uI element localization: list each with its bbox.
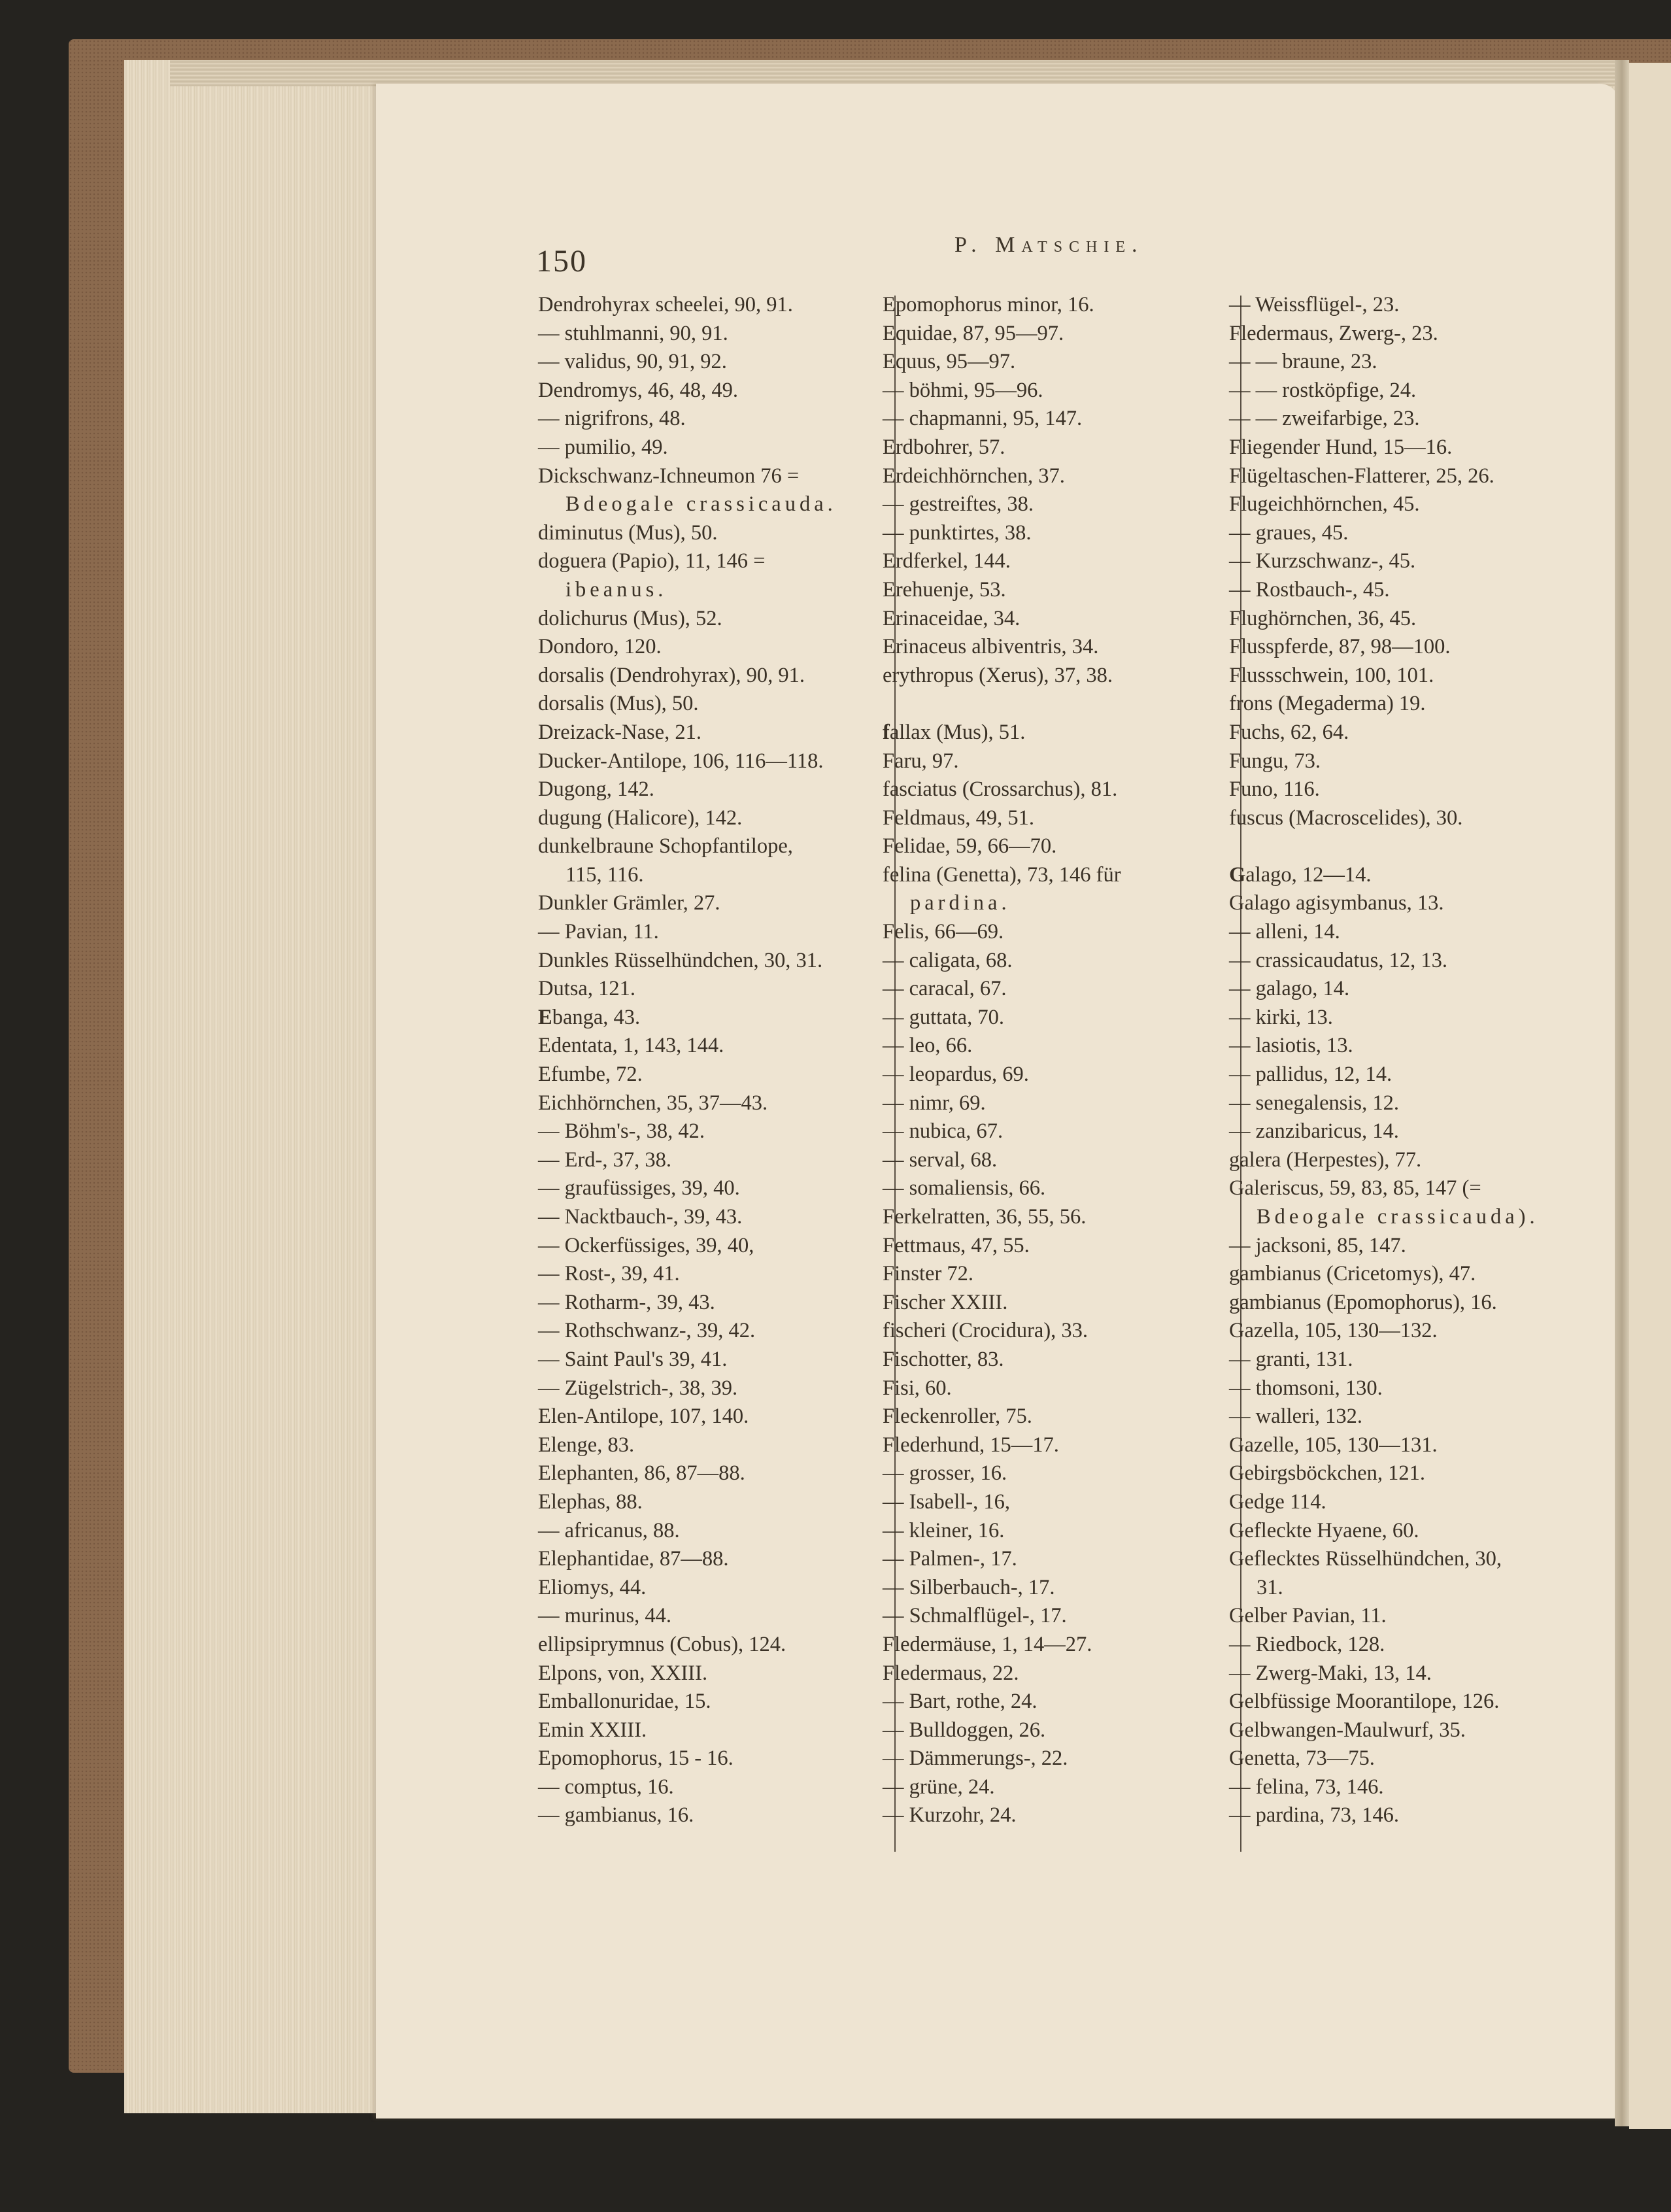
index-subentry: — africanus, 88. bbox=[538, 1518, 680, 1542]
index-subentry: — Schmalflügel-, 17. bbox=[883, 1604, 1067, 1628]
index-subentry: — Erd-, 37, 38. bbox=[538, 1148, 671, 1172]
index-entry: Galeriscus, 59, 83, 85, 147 (= bbox=[1229, 1176, 1481, 1200]
index-entry: galera (Herpestes), 77. bbox=[1229, 1148, 1422, 1172]
index-entry: fischeri (Crocidura), 33. bbox=[883, 1319, 1089, 1343]
index-subentry: — graues, 45. bbox=[1229, 520, 1349, 545]
index-entry: Gazella, 105, 130—132. bbox=[1229, 1319, 1438, 1343]
index-entry: Dondoro, 120. bbox=[538, 635, 662, 659]
index-subentry: — Böhm's-, 38, 42. bbox=[538, 1119, 705, 1144]
index-entry: Elephas, 88. bbox=[538, 1489, 643, 1514]
index-subentry: — — braune, 23. bbox=[1229, 350, 1377, 374]
index-entry: Fischotter, 83. bbox=[883, 1347, 1004, 1371]
index-subentry: — Pavian, 11. bbox=[538, 920, 659, 944]
index-entry: Gefleckte Hyaene, 60. bbox=[1229, 1518, 1419, 1542]
index-entry: Fisi, 60. bbox=[883, 1376, 952, 1400]
index-subentry: — Rostbauch-, 45. bbox=[1229, 577, 1390, 602]
index-subentry: — leo, 66. bbox=[883, 1034, 973, 1058]
index-subentry: — gambianus, 16. bbox=[538, 1803, 694, 1828]
index-subentry: — pardina, 73, 146. bbox=[1229, 1803, 1399, 1828]
index-entry: Elephantidae, 87—88. bbox=[538, 1547, 729, 1571]
index-entry: Elen-Antilope, 107, 140. bbox=[538, 1404, 749, 1429]
index-entry: Epomophorus, 15 - 16. bbox=[538, 1746, 734, 1771]
index-subentry: — thomsoni, 130. bbox=[1229, 1376, 1383, 1400]
index-entry: Fungu, 73. bbox=[1229, 749, 1321, 773]
index-entry: Flussschwein, 100, 101. bbox=[1229, 663, 1434, 687]
index-entry: Fledermäuse, 1, 14—27. bbox=[883, 1632, 1092, 1656]
index-entry: frons (Megaderma) 19. bbox=[1229, 692, 1426, 716]
index-entry: Dickschwanz-Ichneumon 76 = bbox=[538, 464, 800, 488]
index-entry: gambianus (Cricetomys), 47. bbox=[1229, 1262, 1476, 1286]
index-entry: Emballonuridae, 15. bbox=[538, 1690, 711, 1714]
section-initial: G bbox=[1229, 862, 1246, 887]
running-head: P. Matschie. bbox=[954, 233, 1144, 257]
index-entry: erythropus (Xerus), 37, 38. bbox=[883, 663, 1113, 687]
index-entry: Feldmaus, 49, 51. bbox=[883, 806, 1035, 830]
index-subentry: — Nacktbauch-, 39, 43. bbox=[538, 1205, 743, 1229]
index-subentry: — felina, 73, 146. bbox=[1229, 1775, 1384, 1799]
index-entry: Flughörnchen, 36, 45. bbox=[1229, 606, 1417, 630]
index-subentry: — guttata, 70. bbox=[883, 1005, 1004, 1029]
index-entry: ellipsiprymnus (Cobus), 124. bbox=[538, 1632, 786, 1656]
letter-section-gap bbox=[883, 690, 1223, 719]
index-subentry: — chapmanni, 95, 147. bbox=[883, 407, 1083, 431]
page-top-edges bbox=[170, 60, 1628, 86]
index-subentry: — graufüssiges, 39, 40. bbox=[538, 1176, 740, 1200]
index-subentry: — pallidus, 12, 14. bbox=[1229, 1063, 1393, 1087]
index-entry: Epomophorus minor, 16. bbox=[883, 293, 1094, 316]
index-subentry: — Palmen-, 17. bbox=[883, 1547, 1017, 1571]
index-subentry: — Dämmerungs-, 22. bbox=[883, 1746, 1068, 1771]
index-subentry: — Zügelstrich-, 38, 39. bbox=[538, 1376, 738, 1400]
index-entry: Dreizack-Nase, 21. bbox=[538, 720, 701, 744]
index-entry: diminutus (Mus), 50. bbox=[538, 520, 718, 545]
index-entry: Faru, 97. bbox=[883, 749, 959, 773]
index-entry: Flederhund, 15—17. bbox=[883, 1433, 1059, 1457]
index-subentry: — punktirtes, 38. bbox=[883, 520, 1032, 545]
letter-section-gap bbox=[1229, 832, 1582, 861]
index-entry: Emin XXIII. bbox=[538, 1718, 647, 1742]
index-subentry: — Bart, rothe, 24. bbox=[883, 1690, 1038, 1714]
index-entry: Gazelle, 105, 130—131. bbox=[1229, 1433, 1438, 1457]
index-subentry: — — rostköpfige, 24. bbox=[1229, 378, 1417, 402]
index-entry: dugung (Halicore), 142. bbox=[538, 806, 743, 830]
index-entry: Edentata, 1, 143, 144. bbox=[538, 1034, 724, 1058]
index-entry: Funo, 116. bbox=[1229, 777, 1320, 802]
gutter-shadow bbox=[1615, 60, 1629, 2126]
facing-page-edge bbox=[1629, 63, 1671, 2129]
index-entry: Gelbfüssige Moorantilope, 126. bbox=[1229, 1690, 1500, 1714]
index-entry: Felidae, 59, 66—70. bbox=[883, 834, 1057, 859]
index-entry: Elenge, 83. bbox=[538, 1433, 635, 1457]
index-subentry: — pumilio, 49. bbox=[538, 435, 668, 459]
index-entry: Gelber Pavian, 11. bbox=[1229, 1604, 1387, 1628]
index-entry: Dendromys, 46, 48, 49. bbox=[538, 378, 739, 402]
index-entry: Galago agisymbanus, 13. bbox=[1229, 891, 1444, 915]
index-subentry: — zanzibaricus, 14. bbox=[1229, 1119, 1399, 1144]
index-entry: Erdeichhörnchen, 37. bbox=[883, 464, 1065, 488]
index-entry: Fledermaus, 22. bbox=[883, 1661, 1019, 1685]
index-subentry: — — zweifarbige, 23. bbox=[1229, 407, 1420, 431]
index-entry: Erdbohrer, 57. bbox=[883, 435, 1005, 459]
index-column-2 bbox=[883, 291, 1223, 1830]
index-entry: Flügeltaschen-Flatterer, 25, 26. bbox=[1229, 464, 1494, 488]
index-entry: Elephanten, 86, 87—88. bbox=[538, 1461, 745, 1486]
index-subentry: — walleri, 132. bbox=[1229, 1404, 1362, 1429]
index-entry: doguera (Papio), 11, 146 = bbox=[538, 549, 766, 573]
index-subentry: — caracal, 67. bbox=[883, 977, 1007, 1001]
index-subentry: — Kurzschwanz-, 45. bbox=[1229, 549, 1416, 573]
index-entry: Efumbe, 72. bbox=[538, 1063, 643, 1087]
page-number: 150 bbox=[536, 244, 587, 279]
index-entry: Fischer XXIII. bbox=[883, 1290, 1008, 1314]
index-entry: Equus, 95—97. bbox=[883, 350, 1016, 374]
index-entry: Dunkles Rüsselhündchen, 30, 31. bbox=[538, 948, 823, 972]
index-column-3 bbox=[1229, 291, 1582, 1830]
index-entry: Eichhörnchen, 35, 37—43. bbox=[538, 1091, 768, 1115]
index-subentry: — crassicaudatus, 12, 13. bbox=[1229, 948, 1447, 972]
index-subentry: — jacksoni, 85, 147. bbox=[1229, 1233, 1406, 1257]
index-subentry: — Riedbock, 128. bbox=[1229, 1632, 1385, 1656]
index-subentry: — grüne, 24. bbox=[883, 1775, 995, 1799]
index-subentry: — Zwerg-Maki, 13, 14. bbox=[1229, 1661, 1432, 1685]
index-entry: Bdeogale crassicauda. bbox=[565, 492, 837, 517]
index-subentry: — leopardus, 69. bbox=[883, 1063, 1029, 1087]
index-subentry: — nimr, 69. bbox=[883, 1091, 986, 1115]
index-entry: Fliegender Hund, 15—16. bbox=[1229, 435, 1453, 459]
index-entry: Ducker-Antilope, 106, 116—118. bbox=[538, 749, 824, 773]
index-subentry: — Weissflügel-, 23. bbox=[1229, 293, 1400, 316]
index-entry: dunkelbraune Schopfantilope, bbox=[538, 834, 793, 859]
index-entry: Geflecktes Rüsselhündchen, 30, bbox=[1229, 1547, 1502, 1571]
index-entry: Erdferkel, 144. bbox=[883, 549, 1011, 573]
index-subentry: — böhmi, 95—96. bbox=[883, 378, 1043, 402]
index-entry: dorsalis (Mus), 50. bbox=[538, 692, 699, 716]
index-subentry: — granti, 131. bbox=[1229, 1347, 1353, 1371]
index-subentry: — grosser, 16. bbox=[883, 1461, 1007, 1486]
index-subentry: — Rost-, 39, 41. bbox=[538, 1262, 680, 1286]
index-subentry: — kirki, 13. bbox=[1229, 1005, 1333, 1029]
index-entry: Dunkler Grämler, 27. bbox=[538, 891, 720, 915]
index-subentry: — caligata, 68. bbox=[883, 948, 1013, 972]
index-entry: Flusspferde, 87, 98—100. bbox=[1229, 635, 1451, 659]
index-entry: Elpons, von, XXIII. bbox=[538, 1661, 708, 1685]
index-subentry: — Bulldoggen, 26. bbox=[883, 1718, 1046, 1742]
index-entry: Fledermaus, Zwerg-, 23. bbox=[1229, 321, 1438, 345]
index-subentry: — stuhlmanni, 90, 91. bbox=[538, 321, 728, 345]
index-subentry: — Silberbauch-, 17. bbox=[883, 1575, 1055, 1599]
index-subentry: — somaliensis, 66. bbox=[883, 1176, 1046, 1200]
index-entry: Erinaceus albiventris, 34. bbox=[883, 635, 1099, 659]
index-subentry: — senegalensis, 12. bbox=[1229, 1091, 1399, 1115]
index-entry: Fuchs, 62, 64. bbox=[1229, 720, 1349, 744]
index-subentry: — alleni, 14. bbox=[1229, 920, 1340, 944]
index-subentry: — galago, 14. bbox=[1229, 977, 1350, 1001]
index-subentry: — lasiotis, 13. bbox=[1229, 1034, 1353, 1058]
index-subentry: — Saint Paul's 39, 41. bbox=[538, 1347, 728, 1371]
index-entry: ibeanus. bbox=[565, 577, 667, 602]
index-subentry: — nubica, 67. bbox=[883, 1119, 1004, 1144]
index-subentry: — Kurzohr, 24. bbox=[883, 1803, 1017, 1828]
section-initial: E bbox=[538, 1005, 552, 1029]
index-entry: Fleckenroller, 75. bbox=[883, 1404, 1032, 1429]
index-entry: Erehuenje, 53. bbox=[883, 577, 1006, 602]
index-entry: Dugong, 142. bbox=[538, 777, 654, 802]
index-entry: 31. bbox=[1257, 1575, 1283, 1599]
index-entry: Ebanga, 43. bbox=[538, 1005, 641, 1029]
index-entry: Bdeogale crassicauda). bbox=[1257, 1205, 1539, 1229]
index-subentry: — murinus, 44. bbox=[538, 1604, 672, 1628]
index-entry: Genetta, 73—75. bbox=[1229, 1746, 1375, 1771]
index-entry: Eliomys, 44. bbox=[538, 1575, 647, 1599]
section-initial: f bbox=[883, 720, 890, 744]
index-entry: Dendrohyrax scheelei, 90, 91. bbox=[538, 293, 793, 316]
index-entry: Gebirgsböckchen, 121. bbox=[1229, 1461, 1425, 1486]
index-subentry: — gestreiftes, 38. bbox=[883, 492, 1034, 517]
index-subentry: — Rothschwanz-, 39, 42. bbox=[538, 1319, 756, 1343]
index-subentry: — serval, 68. bbox=[883, 1148, 998, 1172]
index-entry: fasciatus (Crossarchus), 81. bbox=[883, 777, 1118, 802]
index-entry: fuscus (Macroscelides), 30. bbox=[1229, 806, 1463, 830]
index-subentry: — kleiner, 16. bbox=[883, 1518, 1005, 1542]
index-entry: Dutsa, 121. bbox=[538, 977, 635, 1001]
index-entry: gambianus (Epomophorus), 16. bbox=[1229, 1290, 1497, 1314]
index-entry: fallax (Mus), 51. bbox=[883, 720, 1026, 744]
index-entry: Ferkelratten, 36, 55, 56. bbox=[883, 1205, 1087, 1229]
index-subentry: — Rotharm-, 39, 43. bbox=[538, 1290, 715, 1314]
index-subentry: — validus, 90, 91, 92. bbox=[538, 350, 727, 374]
index-subentry: — Isabell-, 16, bbox=[883, 1489, 1010, 1514]
index-entry: Felis, 66—69. bbox=[883, 920, 1004, 944]
index-subentry: — Ockerfüssiges, 39, 40, bbox=[538, 1233, 754, 1257]
index-entry: Fettmaus, 47, 55. bbox=[883, 1233, 1030, 1257]
index-entry: dorsalis (Dendrohyrax), 90, 91. bbox=[538, 663, 805, 687]
index-entry: Gelbwangen-Maulwurf, 35. bbox=[1229, 1718, 1466, 1742]
index-entry: pardina. bbox=[910, 891, 1011, 915]
index-subentry: — nigrifrons, 48. bbox=[538, 407, 686, 431]
index-column-1 bbox=[538, 291, 878, 1830]
index-subentry: — comptus, 16. bbox=[538, 1775, 674, 1799]
index-entry: Flugeichhörnchen, 45. bbox=[1229, 492, 1420, 517]
index-entry: 115, 116. bbox=[565, 862, 644, 887]
index-entry: Gedge 114. bbox=[1229, 1489, 1326, 1514]
index-entry: Galago, 12—14. bbox=[1229, 862, 1372, 887]
index-entry: dolichurus (Mus), 52. bbox=[538, 606, 722, 630]
index-entry: Equidae, 87, 95—97. bbox=[883, 321, 1064, 345]
index-entry: Erinaceidae, 34. bbox=[883, 606, 1021, 630]
index-entry: Finster 72. bbox=[883, 1262, 974, 1286]
index-entry: felina (Genetta), 73, 146 für bbox=[883, 862, 1121, 887]
